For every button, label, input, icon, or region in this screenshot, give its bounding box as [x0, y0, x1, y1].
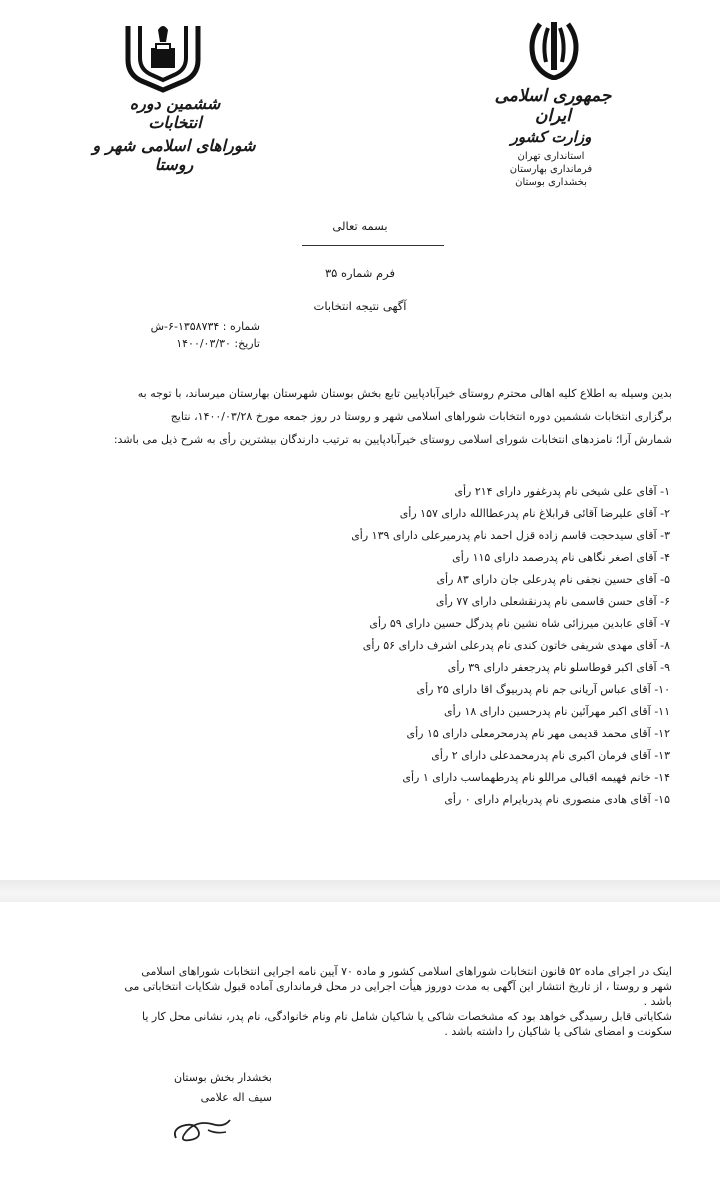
- closing-line: شکایاتی قابل رسیدگی خواهد بود که مشخصات شاکی یا شاکیان شامل نام ونام خانوادگی، نام پدر، نشانی محل کار یا: [141, 1010, 672, 1023]
- candidate-row: ۶- آقای حسن قاسمی نام پدرنقشعلی دارای ۷۷ رأی: [435, 595, 670, 608]
- candidate-row: ۳- آقای سیدحجت قاسم زاده قزل احمد نام پدرمیرعلی دارای ۱۳۹ رأی: [351, 529, 670, 542]
- candidate-row: ۴- آقای اصغر نگاهی نام پدرصمد دارای ۱۱۵ رأی: [452, 551, 670, 564]
- election-logo-line2: شوراهای اسلامی شهر و روستا: [92, 136, 256, 174]
- candidate-row: ۱۰- آقای عباس آریانی جم نام پدربیوگ اقا دارای ۲۵ رأی: [416, 683, 670, 696]
- candidate-row: ۱- آقای علی شیخی نام پدرغفور دارای ۲۱۴ رأی: [454, 485, 670, 498]
- election-logo-icon: [118, 18, 208, 98]
- office-line-2: فرمانداری بهارستان: [509, 164, 593, 175]
- intro-line: برگزاری انتخابات ششمین دوره انتخابات شوراهای اسلامی شهر و روستا در روز جمعه مورخ ۱۴۰۰/۰۳/۲۸، نتایج: [170, 410, 672, 423]
- form-number: فرم شماره ۳۵: [325, 266, 395, 280]
- signatory-name: سیف اله علامی: [200, 1091, 272, 1104]
- letter-number: شماره : ۱۳۵۸۷۳۴-۶-ش: [150, 320, 260, 333]
- title-divider: [302, 245, 444, 246]
- iran-emblem-icon: [520, 18, 588, 80]
- candidate-row: ۱۴- خانم فهیمه اقبالی مراللو نام پدرطهماسب دارای ۱ رأی: [402, 771, 670, 784]
- election-logo-line1: ششمین دوره انتخابات: [129, 94, 221, 132]
- candidate-row: ۱۳- آقای فرمان اکبری نام پدرمحمدعلی دارای ۲ رأی: [431, 749, 670, 762]
- intro-line: شمارش آرا؛ نامزدهای انتخابات شورای اسلامی روستای خیرآبادپایین به ترتیب دارندگان بیشترین رأی به شرح ذیل می باشد:: [113, 433, 672, 446]
- closing-line: اینک در اجرای ماده ۵۲ قانون انتخابات شوراهای اسلامی کشور و ماده ۷۰ آیین نامه اجرایی انتخابات شوراهای اسلامی: [141, 965, 672, 978]
- letter-date: تاریخ: ۱۴۰۰/۰۳/۳۰: [176, 337, 260, 350]
- candidate-row: ۵- آقای حسین نجفی نام پدرعلی جان دارای ۸۳ رأی: [436, 573, 670, 586]
- candidate-row: ۱۵- آقای هادی منصوری نام پدربایرام دارای ۰ رأی: [444, 793, 670, 806]
- candidate-row: ۱۲- آقای محمد قدیمی مهر نام پدرمحرمعلی دارای ۱۵ رأی: [406, 727, 670, 740]
- closing-paragraph: [76, 964, 672, 1039]
- ministry-name: وزارت کشور: [510, 128, 592, 146]
- invocation-text: بسمه تعالی: [332, 219, 388, 233]
- candidate-row: ۷- آقای عابدین میرزائی شاه نشین نام پدرگل حسین دارای ۵۹ رأی: [369, 617, 670, 630]
- intro-paragraph: [76, 382, 672, 451]
- closing-line: باشد .: [643, 995, 672, 1008]
- candidate-results-list: [300, 481, 670, 811]
- page-fold: [0, 880, 720, 902]
- office-line-3: بخشداری بوستان: [515, 177, 587, 188]
- candidate-row: ۱۱- آقای اکبر مهرآئین نام پدرحسین دارای ۱۸ رأی: [444, 705, 670, 718]
- candidate-row: ۲- آقای علیرضا آقائی قرابلاغ نام پدرعطاالله دارای ۱۵۷ رأی: [399, 507, 670, 520]
- office-line-1: استانداری تهران: [517, 151, 585, 162]
- candidate-row: ۸- آقای مهدی شریفی خاتون کندی نام پدرعلی اشرف دارای ۵۶ رأی: [362, 639, 670, 652]
- candidate-row: ۹- آقای اکبر قوطاسلو نام پدرجعفر دارای ۳۹ رأی: [447, 661, 670, 674]
- handwritten-signature-icon: [168, 1108, 238, 1148]
- intro-line: بدین وسیله به اطلاع کلیه اهالی محترم روستای خیرآبادپایین تابع بخش بوستان شهرستان بهارستان میرساند، با توجه به: [137, 387, 672, 400]
- form-title: آگهی نتیجه انتخابات: [313, 299, 407, 313]
- letter-sheet-bottom: [0, 902, 720, 1189]
- closing-line: سکونت و امضای شاکی یا شاکیان را داشته باشد .: [444, 1025, 672, 1038]
- closing-line: شهر و روستا ، از تاریخ انتشار این آگهی به مدت دوروز هیأت اجرایی در محل فرمانداری آماده قبول شکایات انتخاباتی می: [124, 980, 672, 993]
- signatory-title: بخشدار بخش بوستان: [173, 1071, 272, 1084]
- republic-name: جمهوری اسلامی ایران: [494, 86, 612, 126]
